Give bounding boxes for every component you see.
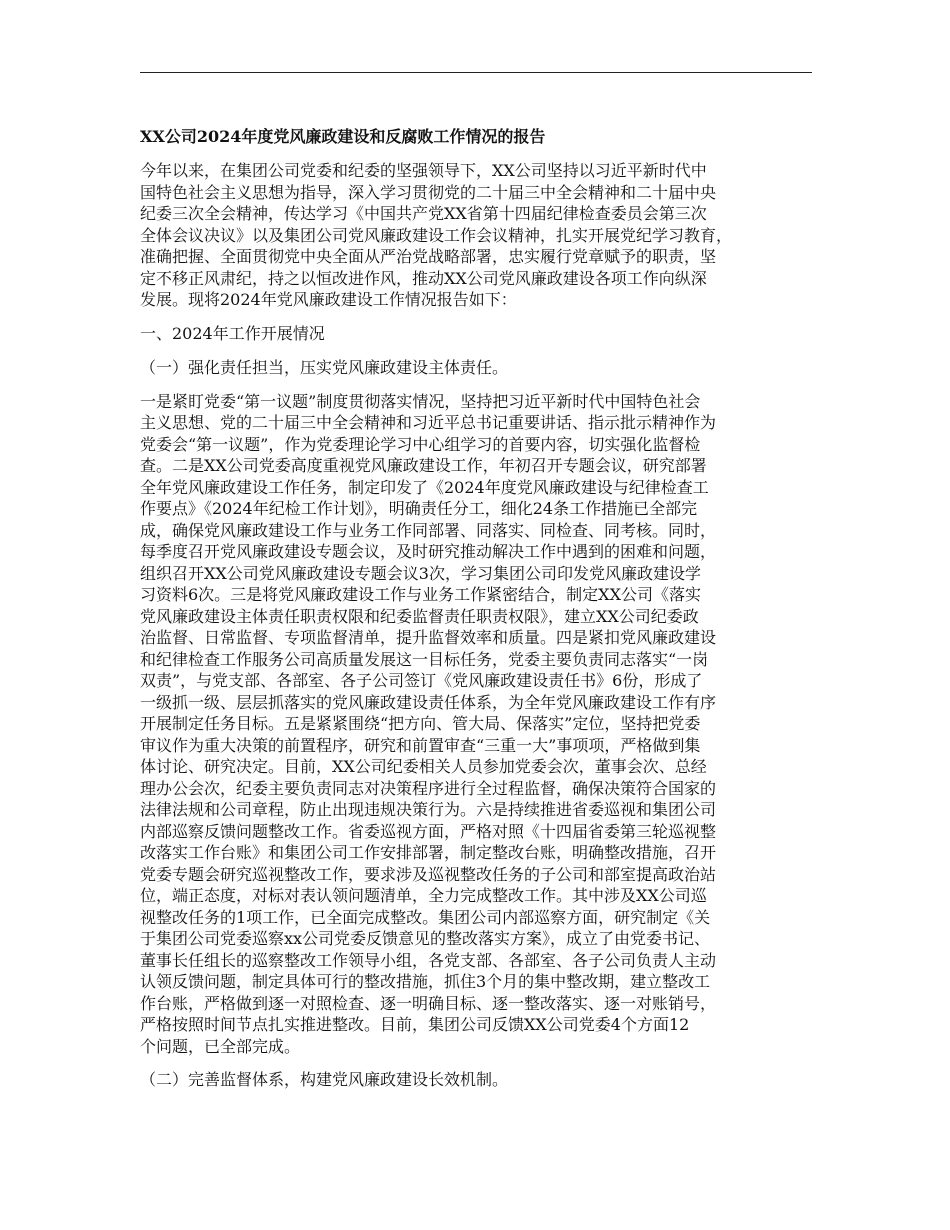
document-title: XX公司2024年度党风廉政建设和反腐败工作情况的报告: [140, 127, 546, 146]
subsection-body-1: 一是紧盯党委“第一议题”制度贯彻落实情况，坚持把习近平新时代中国特色社会 主义思想、党的二十届三中全会精神和习近平总书记重要讲话、指示批示精神作为 党委会“第一议题”，作为党委理论学习中心组学习的首要内容，切实强化监督检 查。二是XX公司党委高度重视党风廉政建设工作，年初召开专题会议，研究部署 全年党风廉政建设工作任务，制定印发了《2024年度党风廉政建设与纪律检查工 作要点》《2024年纪检工作计划》，明确责任分工，细化24条工作措施已全部完 成，确保党风廉政建设工作与业务工作同部署、同落实、同检查、同考核。同时， 每季度召开党风廉政建设专题会议，及时研究推动解决工作中遇到的困难和问题， 组织召开XX公司党风廉政建设专题会议3次，学习集团公司印发党风廉政建设学 习资料6次。三是将党风廉政建设工作与业务工作紧密结合，制定XX公司《落实 党风廉政建设主体责任职责权限和纪委监督责任职责权限》，建立XX公司纪委政 治监督、日常监督、专项监督清单，提升监督效率和质量。四是紧扣党风廉政建设 和纪律检查工作服务公司高质量发展这一目标任务，党委主要负责同志落实“一岗 双责”，与党支部、各部室、各子公司签订《党风廉政建设责任书》6份，形成了 一级抓一级、层层抓落实的党风廉政建设责任体系，为全年党风廉政建设工作有序 开展制定任务目标。五是紧紧围绕“把方向、管大局、保落实”定位，坚持把党委 审议作为重大决策的前置程序，研究和前置审查“三重一大”事项项，严格做到集 体讨论、研究决定。目前，XX公司纪委相关人员参加党委会次，董事会次、总经 理办公会次，纪委主要负责同志对决策程序进行全过程监督，确保决策符合国家的 法律法规和公司章程，防止出现违规决策行为。六是持续推进省委巡视和集团公司 内部巡察反馈问题整改工作。省委巡视方面，严格对照《十四届省委第三轮巡视整 改落实工作台账》和集团公司工作安排部署，制定整改台账，明确整改措施，召开 党委专题会研究巡视整改工作，要求涉及巡视整改任务的子公司和部室提高政治站 位，端正态度，对标对表认领问题清单，全力完成整改工作。其中涉及XX公司巡 视整改任务的1项工作，已全面完成整改。集团公司内部巡察方面，研究制定《关 于集团公司党委巡察xx公司党委反馈意见的整改落实方案》，成立了由党委书记、 董事长任组长的巡察整改工作领导小组，各党支部、各部室、各子公司负责人主动 认领反馈问题，制定具体可行的整改措施，抓住3个月的集中整改期，建立整改工 作台账，严格做到逐一对照检查、逐一明确目标、逐一整改落实、逐一对账销号， 严格按照时间节点扎实推进整改。目前，集团公司反馈XX公司党委4个方面12 个问题，已全部完成。: [140, 391, 717, 1056]
subsection-heading-2: （二）完善监督体系，构建党风廉政建设长效机制。: [140, 1070, 509, 1089]
intro-paragraph: 今年以来，在集团公司党委和纪委的坚强领导下，XX公司坚持以习近平新时代中 国特色社会主义思想为指导，深入学习贯彻党的二十届三中全会精神和二十届中央 纪委三次全会精神，传达学习《中国共产党XX省第十四届纪律检查委员会第三次 全体会议决议》以及集团公司党风廉政建设工作会议精神，扎实开展党纪学习教育， 准确把握、全面贯彻党中央全面从严治党战略部署，忠实履行党章赋予的职责，坚 定不移正风肃纪，持之以恒改进作风，推动XX公司党风廉政建设各项工作向纵深 发展。现将2024年党风廉政建设工作情况报告如下：: [140, 161, 733, 309]
section-heading-1: 一、2024年工作开展情况: [140, 323, 325, 343]
header-rule: [140, 72, 812, 73]
document-body: [140, 126, 812, 1103]
subsection-heading-1: （一）强化责任担当，压实党风廉政建设主体责任。: [140, 357, 509, 377]
